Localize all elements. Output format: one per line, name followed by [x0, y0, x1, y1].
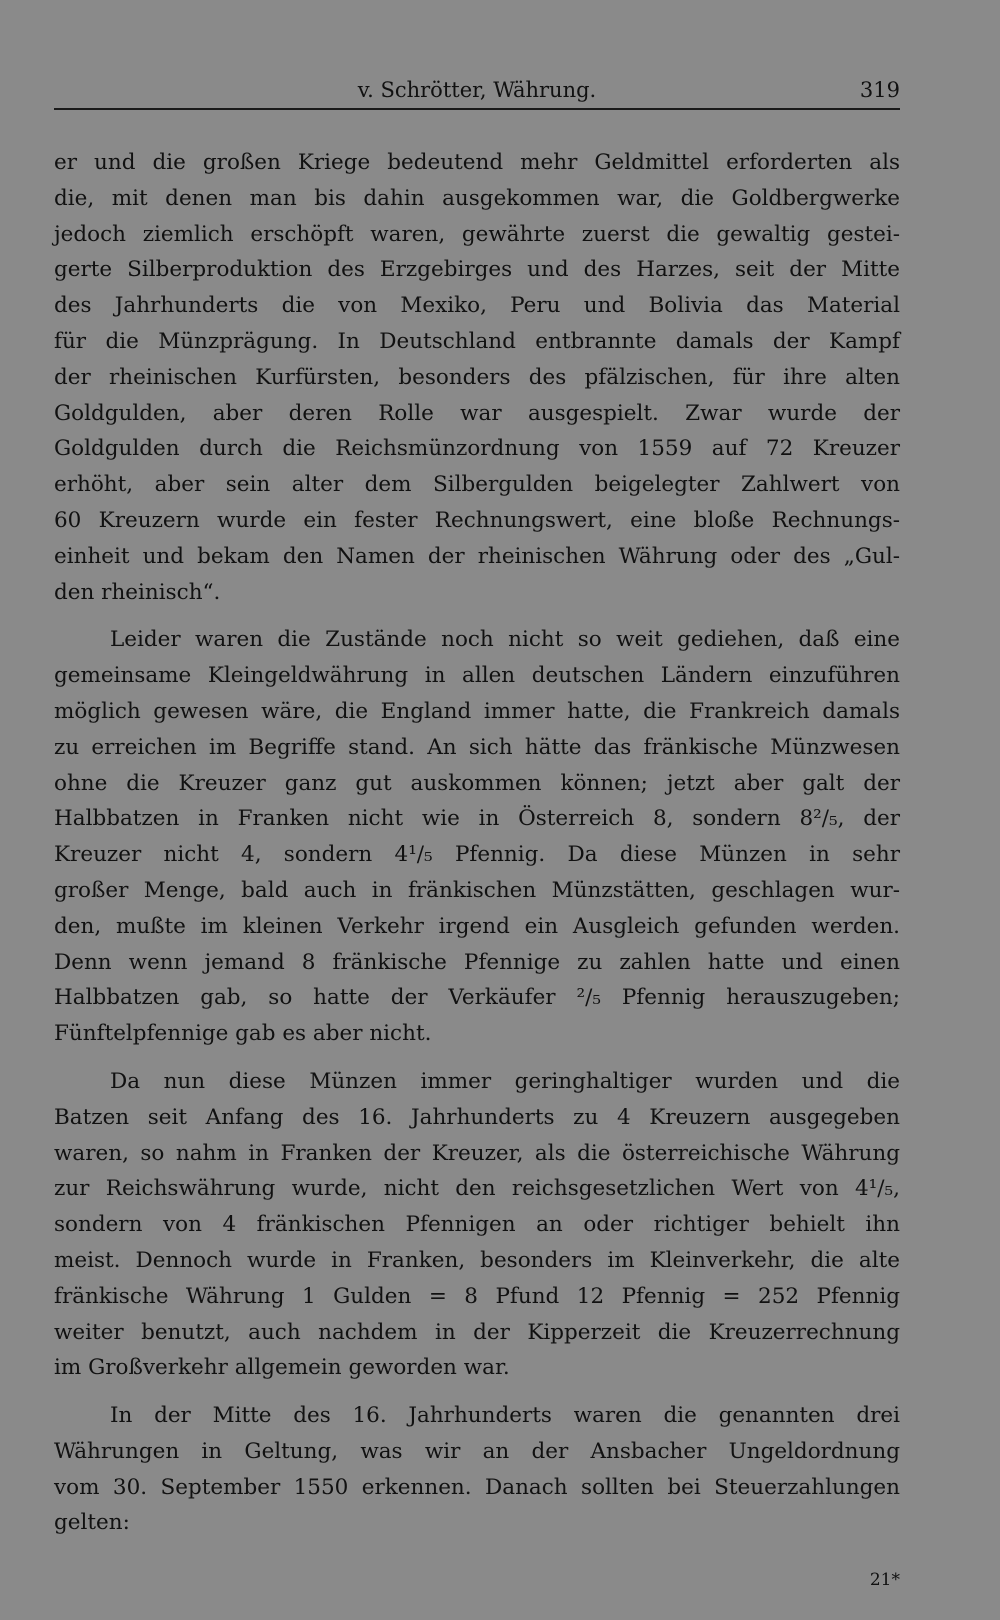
page-header: [54, 72, 900, 110]
text-line: waren, so nahm in Franken der Kreuzer, als die österreichische Währung: [54, 1140, 900, 1166]
text-line: Batzen seit Anfang des 16. Jahrhunderts zu 4 Kreuzern ausgegeben: [54, 1104, 900, 1130]
text-line: 60 Kreuzern wurde ein fester Rechnungswert, eine bloße Rechnungs-: [54, 507, 900, 533]
text-line: den, mußte im kleinen Verkehr irgend ein Ausgleich gefunden werden.: [54, 913, 900, 939]
paragraph: [54, 622, 900, 1052]
text-line: zur Reichswährung wurde, nicht den reichsgesetzlichen Wert von 4¹/₅,: [54, 1176, 900, 1202]
text-line: Da nun diese Münzen immer geringhaltiger wurden und die: [110, 1068, 900, 1094]
text-line: des Jahrhunderts die von Mexiko, Peru und Bolivia das Material: [54, 293, 900, 319]
page-number: 319: [859, 78, 900, 102]
text-line: im Großverkehr allgemein geworden war.: [54, 1355, 510, 1381]
text-line: die, mit denen man bis dahin ausgekommen war, die Goldbergwerke: [54, 185, 900, 211]
text-line: großer Menge, bald auch in fränkischen Münzstätten, geschlagen wur-: [54, 877, 900, 903]
text-line: den rheinisch“.: [54, 579, 221, 605]
text-line: für die Münzprägung. In Deutschland entbrannte damals der Kampf: [54, 328, 900, 354]
text-line: erhöht, aber sein alter dem Silbergulden beigelegter Zahlwert von: [54, 472, 900, 498]
text-line: Währungen in Geltung, was wir an der Ansbacher Ungeldordnung: [54, 1438, 900, 1464]
text-line: meist. Dennoch wurde in Franken, besonders im Kleinverkehr, die alte: [54, 1247, 900, 1273]
paragraph: [54, 1064, 900, 1386]
text-line: jedoch ziemlich erschöpft waren, gewährte zuerst die gewaltig gestei-: [54, 221, 900, 247]
text-line: Goldgulden durch die Reichsmünzordnung von 1559 auf 72 Kreuzer: [54, 436, 900, 462]
text-line: In der Mitte des 16. Jahrhunderts waren die genannten drei: [110, 1403, 900, 1429]
text-line: Fünftelpfennige gab es aber nicht.: [54, 1021, 432, 1047]
text-line: Leider waren die Zustände noch nicht so weit gediehen, daß eine: [110, 627, 900, 653]
running-title: v. Schrötter, Währung.: [357, 78, 597, 102]
text-line: möglich gewesen wäre, die England immer hatte, die Frankreich damals: [54, 698, 900, 724]
text-line: Goldgulden, aber deren Rolle war ausgespielt. Zwar wurde der: [54, 400, 900, 426]
paragraph-gap: [54, 610, 900, 622]
text-line: gemeinsame Kleingeldwährung in allen deutschen Ländern einzuführen: [54, 663, 900, 689]
text-line: ohne die Kreuzer ganz gut auskommen können; jetzt aber galt der: [54, 770, 900, 796]
text-line: Halbbatzen gab, so hatte der Verkäufer ²/₅ Pfennig herauszugeben;: [54, 985, 900, 1011]
text-line: fränkische Währung 1 Gulden = 8 Pfund 12 Pfennig = 252 Pfennig: [54, 1283, 900, 1309]
text-line: sondern von 4 fränkischen Pfennigen an oder richtiger behielt ihn: [54, 1212, 900, 1238]
paragraph: [54, 145, 900, 610]
text-line: Denn wenn jemand 8 fränkische Pfennige zu zahlen hatte und einen: [54, 949, 900, 975]
paragraph: [54, 1398, 900, 1541]
text-line: einheit und bekam den Namen der rheinischen Währung oder des „Gul-: [54, 543, 900, 569]
text-line: vom 30. September 1550 erkennen. Danach sollten bei Steuerzahlungen: [54, 1474, 900, 1500]
text-line: gelten:: [54, 1510, 130, 1536]
text-line: zu erreichen im Begriffe stand. An sich hätte das fränkische Münzwesen: [54, 734, 900, 760]
paragraph-gap: [54, 1386, 900, 1398]
text-line: Halbbatzen in Franken nicht wie in Österreich 8, sondern 8²/₅, der: [54, 806, 900, 832]
text-line: weiter benutzt, auch nachdem in der Kipperzeit die Kreuzerrechnung: [54, 1319, 900, 1345]
text-line: er und die großen Kriege bedeutend mehr Geldmittel erforderten als: [54, 150, 900, 175]
text-line: der rheinischen Kurfürsten, besonders des pfälzischen, für ihre alten: [54, 364, 900, 390]
text-line: Kreuzer nicht 4, sondern 4¹/₅ Pfennig. Da diese Münzen in sehr: [54, 842, 900, 868]
signature-mark: 21*: [869, 1570, 900, 1590]
text-line: gerte Silberproduktion des Erzgebirges und des Harzes, seit der Mitte: [54, 257, 900, 283]
body-text: [54, 145, 900, 1541]
paragraph-gap: [54, 1052, 900, 1064]
